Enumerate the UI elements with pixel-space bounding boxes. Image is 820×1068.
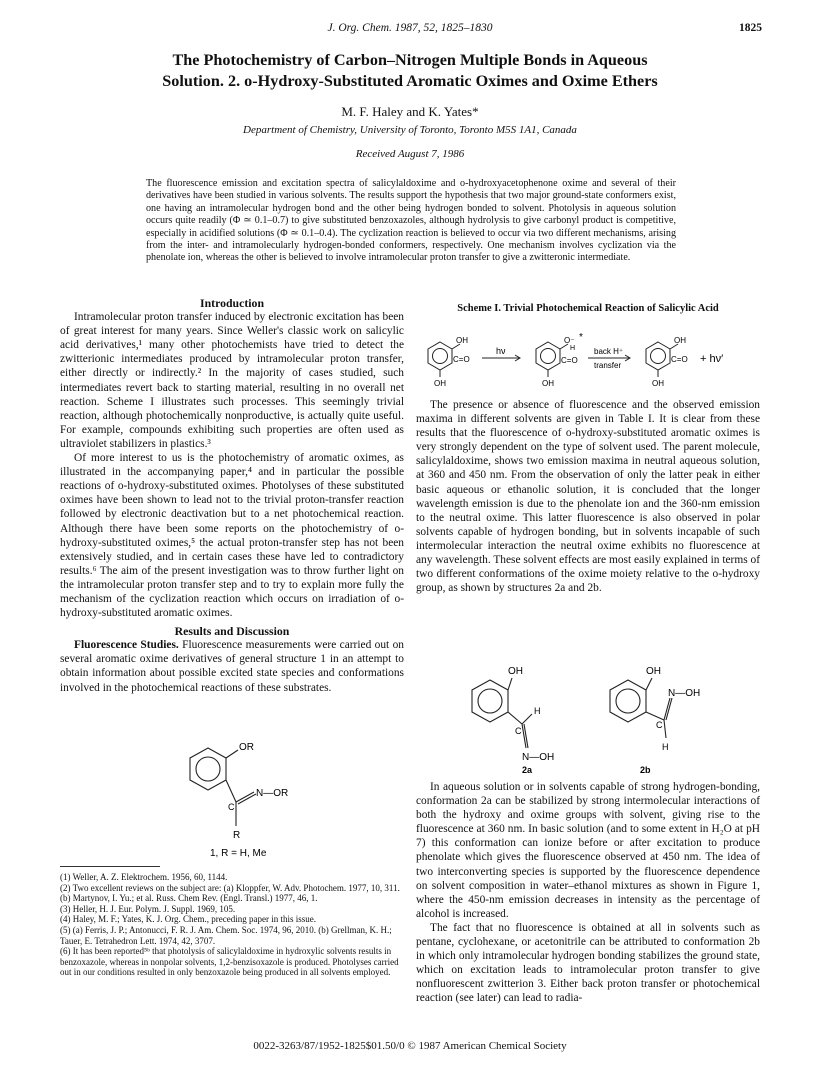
- struct1-r: R: [233, 830, 241, 841]
- intro-paragraph-2: Of more interest to us is the photochemistry of aromatic oximes, as illustrated in the accompanying paper,⁴ and in particular the possible reactions of o-hydroxy-substituted oximes. Photolyses of these substituted oximes have been shown to lead not to the trivial proton-transfer reaction followed by electronic deactivation but to a net photochemical reaction. Although there have been some reports on the photochemistry of o-hydroxy-substituted oximes,⁵ the actual proton-transfer step has not been extensively studied, and in certain cases these have led to contradictory results.⁶ The aim of the present investigation was to throw further light on the intramolecular proton transfer step and to try to explain more fully the mechanism of the cyclization reaction which occurs on irradiation of o-hydroxy-substituted aromatic oximes.: [60, 452, 404, 620]
- footnote-4: (4) Haley, M. F.; Yates, K. J. Org. Chem., preceding paper in this issue.: [60, 914, 316, 925]
- struct1-c: C: [228, 802, 235, 812]
- struct2b-h: H: [662, 742, 669, 752]
- affiliation: Department of Chemistry, University of Toronto, Toronto M5S 1A1, Canada: [243, 124, 577, 136]
- structure-2-diagram: [460, 662, 740, 774]
- right-column-bottom: [416, 780, 760, 1006]
- structure-1-diagram: [178, 730, 338, 860]
- scheme-oh-1b: OH: [434, 379, 446, 388]
- footnote-rule: [60, 866, 160, 867]
- struct2b-noh: N—OH: [668, 688, 701, 699]
- scheme-oh-3: OH: [674, 336, 686, 345]
- footnote-2: (2) Two excellent reviews on the subject are: (a) Kloppfer, W. Adv. Photochem. 1977, 10, 311. (b) Martynov, I. Yu.; et al. Russ. Chem Rev. (Engl. Transl.) 1977, 46, 1.: [60, 882, 400, 904]
- article-title: [60, 50, 760, 92]
- running-header: [0, 22, 820, 38]
- left-column: [60, 296, 404, 695]
- footnote-1: (1) Weller, A. Z. Elektrochem. 1956, 60, 1144.: [60, 872, 228, 882]
- struct2a-noh: N—OH: [522, 752, 555, 763]
- authors: M. F. Haley and K. Yates*: [341, 104, 479, 119]
- footnote-5: (5) (a) Ferris, J. P.; Antonucci, F. R. J. Am. Chem. Soc. 1974, 96, 2010. (b) Grellman, K. H.; Tauer, E. Tetrahedron Lett. 1974, 42, 3707.: [60, 924, 392, 946]
- scheme-co-3: C=O: [671, 355, 688, 364]
- abstract: The fluorescence emission and excitation spectra of salicylaldoxime and o-hydroxyacetophenone oxime and several of their derivatives have been studied in various solvents. The results support the hypothesis that two major ground-state conformers exist, one having an intramolecular hydrogen bond and the other being hydrogen bonded to solvent. Photolysis in aqueous solution occurs quite readily (Φ ≃ 0.1–0.7) to give substituted benzoxazoles, although hydrolysis to give carbonyl product is competitive, especially in acidified solutions (Φ ≃ 0.1–0.4). The cyclization reaction is believed to occur via two different mechanisms, arising from the inter- and intramolecularly hydrogen-bonded conformers, respectively. One mechanism involves cyclization via the phenolate ion, whereas the other is believed to involve intramolecular proton transfer to give a zwitteronic intermediate.: [146, 178, 676, 264]
- received-date: Received August 7, 1986: [355, 148, 465, 160]
- footnote-6: (6) It has been reported⁵ᵇ that photolysis of salicylaldoxime in hydroxylic solvents results in benzoxazole, whereas in nonpolar solvents, 1,2-benzisoxazole is produced. Photolyses carried out in our conditions resulted in only benzoxazole being produced in all solvents employed.: [60, 946, 399, 978]
- struct2b-oh: OH: [646, 666, 661, 677]
- right-column-top: [416, 398, 760, 595]
- footnote-3: (3) Heller, H. J. Eur. Polym. J. Suppl. 1969, 105.: [60, 903, 236, 914]
- scheme-hv-prime: + hν′: [700, 353, 724, 365]
- struct2a-c: C: [515, 726, 522, 736]
- scheme-co-2: C=O: [561, 356, 578, 365]
- struct2a-oh: OH: [508, 666, 523, 677]
- footnotes: [60, 872, 404, 978]
- scheme-caption: Scheme I. Trivial Photochemical Reaction of Salicylic Acid: [457, 303, 719, 314]
- scheme-back: back H⁺: [594, 347, 624, 356]
- struct2b-c: C: [656, 720, 663, 730]
- right-paragraph-1: The presence or absence of fluorescence and the observed emission maxima in different solvents are given in Table I. It is clear from these results that the fluorescence of o-hydroxy-substituted aromatic oximes is very strongly dependent on the type of solvent used. The parent molecule, salicylaldoxime, shows two emission maxima in neutral aqueous solution, at 360 and 450 nm. From the observation of only the latter peak in either basic aqueous or ethanolic solution, it is concluded that the longer wavelength emission is due to the phenolate ion and the 360-nm emission to the neutral oxime. This latter fluorescence is also observed in polar solvents capable of hydrogen bonding, but in solvents incapable of such intermolecular interaction the neutral oxime exhibits no fluorescence at any wavelength. These solvent effects are most easily explained in terms of two different conformations of the oxime moiety relative to the o-hydroxy group, as shown by structures 2a and 2b.: [416, 399, 760, 595]
- struct1-or-top: OR: [239, 742, 254, 753]
- struct1-n-or: N—OR: [256, 788, 289, 799]
- scheme-co-1: C=O: [453, 355, 470, 364]
- struct2a-label: 2a: [522, 765, 533, 774]
- scheme-transfer: transfer: [594, 361, 622, 370]
- fluorescence-paragraph: [60, 638, 404, 694]
- struct2b-label: 2b: [640, 765, 651, 774]
- intro-heading: Introduction: [199, 296, 265, 310]
- right-paragraph-3: The fact that no fluorescence is obtained at all in solvents such as pentane, cyclohexane, or acetonitrile can be attributed to conformation 2b in which only intramolecular hydrogen bonding stabilizes the ground state, which on excitation leads to intramolecular proton transfer to give nonfluorescent zwitterion 3. Either back proton transfer or photochemical reaction (see later) can lead to radia-: [416, 921, 760, 1005]
- copyright-footer: 0022-3263/87/1952-1825$01.50/0 © 1987 American Chemical Society: [253, 1040, 567, 1052]
- scheme-star: *: [579, 332, 583, 343]
- scheme-oh-3b: OH: [652, 379, 664, 388]
- intro-paragraph-1: Intramolecular proton transfer induced by electronic excitation has been of great interest for many years. Since Weller's classic work on salicylic acid derivatives,¹ many other photochemists have tried to detect the zwitterionic intermediates produced by intramolecular proton transfer, either directly or indirectly.² In the majority of cases studied, such intermediates revert back to starting material, resulting in no overall net reaction. Scheme I illustrates such processes. This seemingly trivial reaction, although photochemically nonproductive, is actually quite useful. For example, compounds exhibiting such properties are often used as ultraviolet stabilizers in plastics.³: [60, 311, 404, 450]
- scheme-hv: hν: [496, 346, 506, 356]
- fluorescence-text: Fluorescence measurements were carried out on several aromatic oxime derivatives of general structure 1 in an attempt to obtain information about possible excited state species and conformations involved in the photochemical reactions of these substrates.: [60, 639, 404, 694]
- scheme-h: H: [570, 345, 576, 352]
- scheme-oh-1: OH: [456, 336, 468, 345]
- title-line-2: Solution. 2. o-Hydroxy-Substituted Aromatic Oximes and Oxime Ethers: [162, 72, 658, 90]
- struct1-caption: 1, R = H, Me: [210, 848, 267, 859]
- journal-citation: J. Org. Chem. 1987, 52, 1825–1830: [327, 22, 493, 34]
- scheme-oh-2: OH: [542, 379, 554, 388]
- page-number: 1825: [739, 22, 762, 34]
- struct2a-h: H: [534, 706, 541, 716]
- scheme-1-diagram: [420, 332, 760, 390]
- results-heading: Results and Discussion: [174, 624, 290, 639]
- fluorescence-runin: Fluorescence Studies.: [74, 639, 179, 652]
- right-paragraph-2: In aqueous solution or in solvents capable of strong hydrogen-bonding, conformation 2a can be stabilized by strong intermolecular interactions of both the hydroxy and oxime groups with solvent, giving rise to the fluorescence at 360 nm. In basic solution (and to some extent in H₂O at pH 7) this conformation can ionize before or after excitation to produce phenolate which gives the fluorescence observed at 450 nm. The idea of two interconverting species is supported by the fluorescence dependence on solvent composition in water–ethanol mixtures as shown in Figure 1, where the 450-nm emission decreases in intensity as the percentage of alcohol is increased.: [416, 781, 760, 920]
- scheme-o-minus: O⁻: [564, 336, 575, 345]
- title-line-1: The Photochemistry of Carbon–Nitrogen Multiple Bonds in Aqueous: [172, 51, 648, 69]
